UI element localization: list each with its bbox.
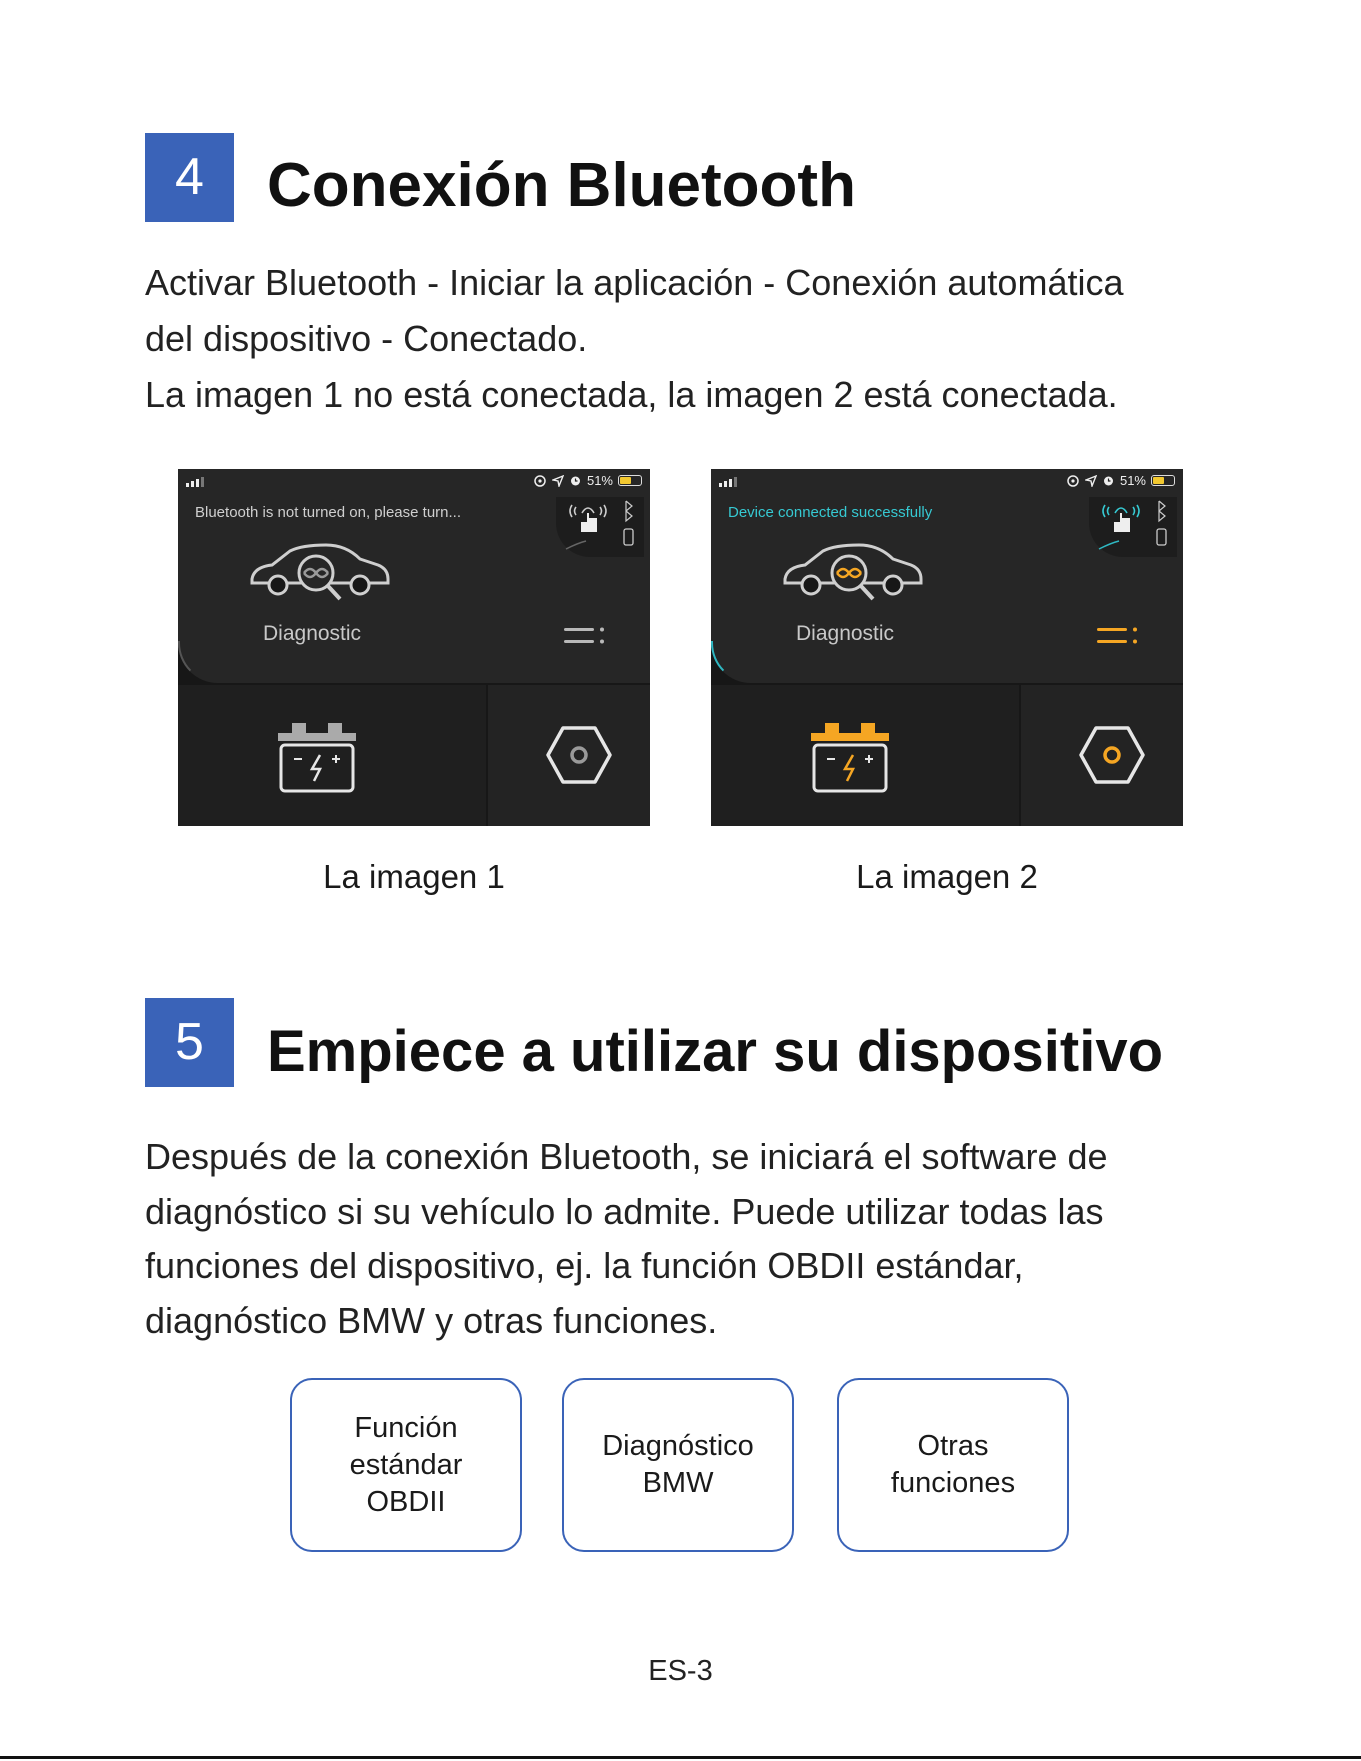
car-diagnostic-icon [779,537,925,607]
function-box-label: Diagnóstico BMW [602,1430,754,1499]
section-5-line-1: Después de la conexión Bluetooth, se iniciará el software de [145,1136,1108,1177]
diagnostic-panel [178,469,650,683]
bluetooth-status-message: Bluetooth is not turned on, please turn... [195,504,462,521]
location-icon [1085,475,1097,487]
settings-icon [1079,725,1145,785]
app-screenshot-2 [711,469,1183,826]
location-icon [552,475,564,487]
orientation-lock-icon [1066,474,1080,488]
car-battery-icon [811,723,889,793]
section-5-title: Empiece a utilizar su dispositivo [267,1019,1164,1084]
car-battery-icon [278,723,356,793]
battery-percent: 51% [1119,473,1146,488]
settings-icon [546,725,612,785]
section-4-number: 4 [145,133,234,222]
diagnostic-label[interactable]: Diagnostic [796,622,895,645]
bluetooth-touch-icon [1089,497,1177,557]
settings-tile[interactable] [1021,685,1183,826]
section-5-text [145,1130,1225,1348]
section-4-text [145,255,1225,423]
alarm-icon [569,474,582,487]
section-5-line-4: diagnóstico BMW y otras funciones. [145,1299,718,1341]
settings-tile[interactable] [488,685,650,826]
bluetooth-connect-button[interactable] [556,497,644,557]
function-box-label: Función estándar OBDII [349,1411,463,1518]
battery-icon [1151,475,1175,486]
caption-image-1: La imagen 1 [323,858,505,895]
section-4-line-2: del dispositivo - Conectado. [145,318,588,359]
signal-icon [719,477,737,487]
menu-icon[interactable] [564,625,604,647]
bluetooth-status-message: Device connected successfully [728,504,933,521]
section-4-line-1: Activar Bluetooth - Iniciar la aplicación - Conexión automática [145,262,1124,303]
section-4-title: Conexión Bluetooth [267,151,856,220]
function-box-other [837,1378,1069,1552]
menu-icon[interactable] [1097,625,1137,647]
section-5-line-2: diagnóstico si su vehículo lo admite. Puede utilizar todas las [145,1190,1104,1232]
battery-percent: 51% [586,473,613,488]
signal-icon [186,477,204,487]
status-bar [178,469,650,495]
function-box-bmw [562,1378,794,1552]
status-bar [711,469,1183,495]
section-5-line-3: funciones del dispositivo, ej. la función OBDII estándar, [145,1245,1024,1286]
section-5-number: 5 [145,998,234,1087]
orientation-lock-icon [533,474,547,488]
section-4-line-3: La imagen 1 no está conectada, la imagen 2 está conectada. [145,374,1118,415]
function-box-obdii [290,1378,522,1552]
bottom-divider [0,1756,1361,1759]
caption-image-2: La imagen 2 [856,858,1038,895]
function-box-label: Otras funciones [890,1430,1016,1499]
app-screenshot-1 [178,469,650,826]
battery-tile[interactable] [178,685,486,826]
car-diagnostic-icon [246,537,392,607]
battery-tile[interactable] [711,685,1019,826]
diagnostic-label[interactable]: Diagnostic [263,622,362,645]
bluetooth-touch-icon [556,497,644,557]
diagnostic-panel [711,469,1183,683]
battery-icon [618,475,642,486]
page-number: ES-3 [648,1655,713,1687]
bluetooth-connect-button[interactable] [1089,497,1177,557]
alarm-icon [1102,474,1115,487]
